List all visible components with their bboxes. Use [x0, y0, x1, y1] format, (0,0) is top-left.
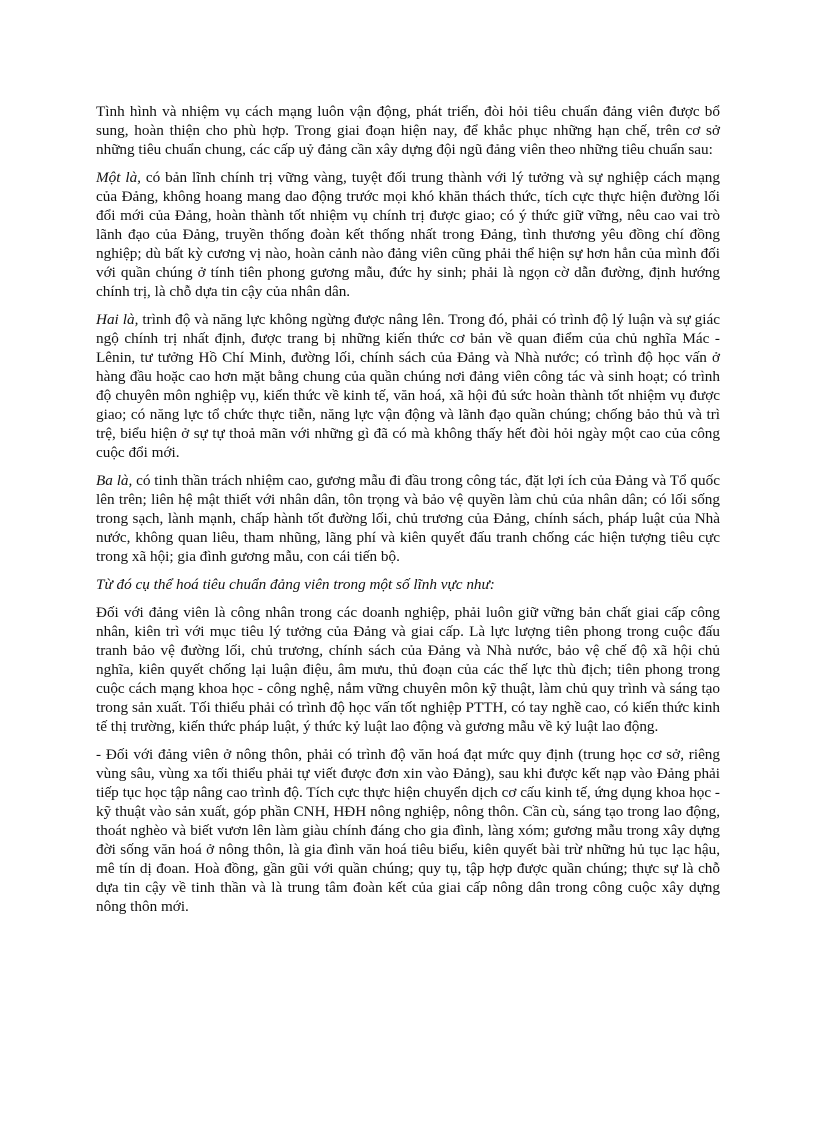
criterion-1-text: có bản lĩnh chính trị vững vàng, tuyệt đối trung thành với lý tưởng và sự nghiệp cách mạng của Đảng, không hoang mang dao động trước mọi khó khăn thách thức, tích cực thực hiện đường lối đổi mới của Đảng, hoàn thành tốt nhiệm vụ chính trị được giao; có ý thức giữ vững, nêu cao vai trò lãnh đạo của Đảng, truyền thống đoàn kết thống nhất trong Đảng, tình thương yêu đồng chí đồng nghiệp; dù bất kỳ cương vị nào, hoàn cảnh nào đảng viên cũng phải thể hiện sự hơn hẳn của mình đối với quần chúng ở tính tiên phong gương mẫu, đức hy sinh; phải là ngọn cờ dẫn đường, định hướng chính trị, là chỗ dựa tin cậy của nhân dân. — [96, 169, 720, 300]
document-page — [96, 102, 720, 925]
intro-text: Tình hình và nhiệm vụ cách mạng luôn vận động, phát triển, đòi hỏi tiêu chuẩn đảng viên được bổ sung, hoàn thiện cho phù hợp. Trong giai đoạn hiện nay, để khắc phục những hạn chế, trên cơ sở những tiêu chuẩn chung, các cấp uỷ đảng cần xây dựng đội ngũ đảng viên theo những tiêu chuẩn sau: — [96, 103, 720, 158]
intro-paragraph — [96, 102, 720, 159]
criterion-1-lead: Một là, — [96, 169, 141, 186]
sector-paragraph-rural: - Đối với đảng viên ở nông thôn, phải có trình độ văn hoá đạt mức quy định (trung học cơ sở, riêng vùng sâu, vùng xa tối thiểu phải tự viết được đơn xin vào Đảng), sau khi được kết nạp vào Đảng phải tiếp tục học tập nâng cao trình độ. Tích cực thực hiện chuyển dịch cơ cấu kinh tế, ứng dụng khoa học - kỹ thuật vào sản xuất, góp phần CNH, HĐH nông nghiệp, nông thôn. Cần cù, sáng tạo trong lao động, thoát nghèo và biết vươn lên làm giàu chính đáng cho gia đình, làng xóm; gương mẫu trong xây dựng đời sống văn hoá ở nông thôn, là gia đình văn hoá tiêu biểu, kiên quyết bài trừ những hủ tục lạc hậu, mê tín dị đoan. Hoà đồng, gần gũi với quần chúng; quy tụ, tập hợp được quần chúng; thực sự là chỗ dựa tin cậy về tinh thần và là trung tâm đoàn kết của giai cấp nông dân trong công cuộc xây dựng nông thôn mới. — [96, 746, 720, 915]
criterion-paragraph-3 — [96, 471, 720, 566]
sector-subheading: Từ đó cụ thể hoá tiêu chuẩn đảng viên trong một số lĩnh vực như: — [96, 576, 495, 593]
criterion-3-lead: Ba là, — [96, 472, 133, 489]
sector-paragraph-workers: Đối với đảng viên là công nhân trong các doanh nghiệp, phải luôn giữ vững bản chất giai cấp công nhân, kiên trì với mục tiêu lý tưởng của Đảng và giai cấp. Là lực lượng tiên phong trong cuộc đấu tranh bảo vệ đường lối, chủ trương, chính sách của Đảng và Nhà nước, bảo vệ chế độ xã hội chủ nghĩa, kiên quyết chống lại luận điệu, âm mưu, thủ đoạn của các thế lực thù địch; tiên phong trong cuộc cách mạng khoa học - công nghệ, nắm vững chuyên môn kỹ thuật, làm chủ quy trình và sáng tạo trong sản xuất. Tối thiểu phải có trình độ học vấn tốt nghiệp PTTH, có tay nghề cao, có kiến thức kinh tế thị trường, kiến thức pháp luật, ý thức kỷ luật lao động và gương mẫu về kỷ luật lao động. — [96, 604, 720, 735]
criterion-2-lead: Hai là, — [96, 311, 139, 328]
criterion-paragraph-1 — [96, 168, 720, 301]
criterion-3-text: có tinh thần trách nhiệm cao, gương mẫu đi đầu trong công tác, đặt lợi ích của Đảng và Tổ quốc lên trên; liên hệ mật thiết với nhân dân, tôn trọng và bảo vệ quyền làm chủ của nhân dân; có lối sống trong sạch, lành mạnh, chấp hành tốt đường lối, chủ trương của Đảng, chính sách, pháp luật của Nhà nước, không quan liêu, tham nhũng, lãng phí và kiên quyết đấu tranh chống các hiện tượng tiêu cực trong xã hội; gia đình gương mẫu, con cái tiến bộ. — [96, 472, 720, 565]
criterion-paragraph-2 — [96, 310, 720, 462]
criterion-2-text: trình độ và năng lực không ngừng được nâng lên. Trong đó, phải có trình độ lý luận và sự giác ngộ chính trị nhất định, được trang bị những kiến thức cơ bản về quan điểm của chủ nghĩa Mác - Lênin, tư tưởng Hồ Chí Minh, đường lối, chính sách của Đảng và Nhà nước; có trình độ học vấn ở hàng đầu hoặc cao hơn mặt bằng chung của quần chúng nơi đảng viên công tác và sinh hoạt; có trình độ chuyên môn nghiệp vụ, kiến thức về kinh tế, văn hoá, xã hội đủ sức hoàn thành tốt nhiệm vụ được giao; có năng lực tổ chức thực tiễn, năng lực vận động và lãnh đạo quần chúng; chống bảo thủ và trì trệ, biểu hiện ở sự tự thoả mãn với những gì đã có mà không thấy hết đòi hỏi ngày một cao của công cuộc đổi mới. — [96, 311, 720, 461]
